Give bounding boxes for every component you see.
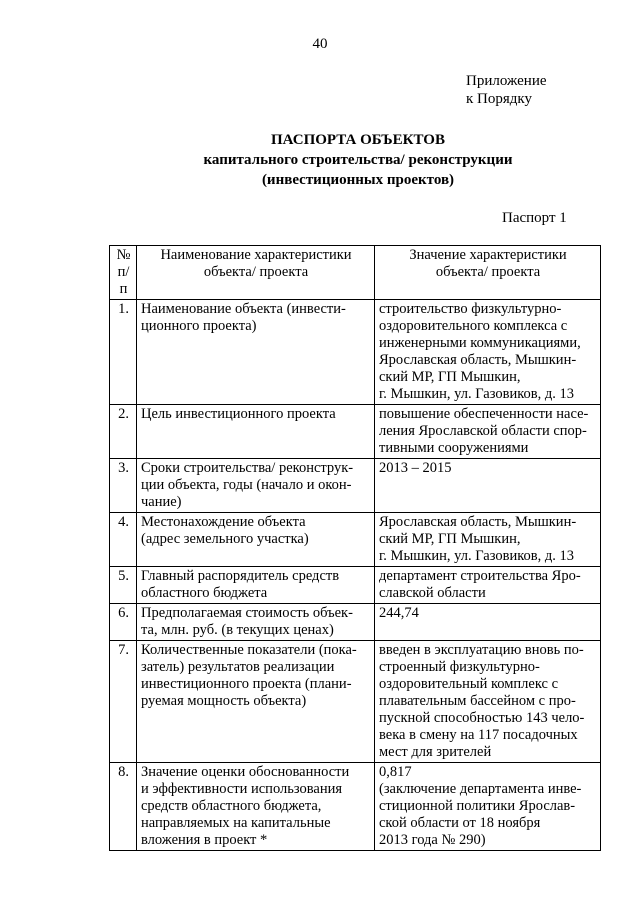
appendix-line-2: к Порядку xyxy=(466,91,532,107)
header-num: № п/п xyxy=(110,246,137,300)
row-name: Значение оценки обоснованности и эффективности использования средств областного бюджета, направляемых на капитальные вложения в проект * xyxy=(137,763,375,851)
table-row xyxy=(110,641,601,763)
row-value: 244,74 xyxy=(375,604,601,641)
header-value: Значение характеристики объекта/ проекта xyxy=(375,246,601,300)
header-name: Наименование характеристики объекта/ проекта xyxy=(137,246,375,300)
table-row xyxy=(110,300,601,405)
table-header-row xyxy=(110,246,601,300)
row-value: 2013 – 2015 xyxy=(375,459,601,513)
row-name: Цель инвестиционного проекта xyxy=(137,405,375,459)
title-line-2: капитального строительства/ реконструкции xyxy=(203,152,513,168)
table-row xyxy=(110,604,601,641)
row-num: 3. xyxy=(110,459,137,513)
row-num: 5. xyxy=(110,567,137,604)
row-value: строительство физкультурно- оздоровительного комплекса с инженерными коммуникациями, Ярославская область, Мышкин- ский МР, ГП Мышкин, г. Мышкин, ул. Газовиков, д. 13 xyxy=(375,300,601,405)
row-name: Предполагаемая стоимость объек- та, млн. руб. (в текущих ценах) xyxy=(137,604,375,641)
row-name: Местонахождение объекта (адрес земельного участка) xyxy=(137,513,375,567)
title-line-3: (инвестиционных проектов) xyxy=(261,172,455,188)
table-row xyxy=(110,513,601,567)
row-num: 6. xyxy=(110,604,137,641)
appendix-line-1: Приложение xyxy=(466,73,547,89)
page-number: 40 xyxy=(312,36,328,52)
table-row xyxy=(110,567,601,604)
row-name: Наименование объекта (инвести- ционного проекта) xyxy=(137,300,375,405)
row-name: Количественные показатели (пока- затель) результатов реализации инвестиционного проекта (плани- руемая мощность объекта) xyxy=(137,641,375,763)
document-title xyxy=(0,130,640,190)
row-num: 7. xyxy=(110,641,137,763)
table-row xyxy=(110,405,601,459)
row-name: Главный распорядитель средств областного бюджета xyxy=(137,567,375,604)
row-value: департамент строительства Яро- славской области xyxy=(375,567,601,604)
passport-table xyxy=(109,245,601,851)
title-line-1: ПАСПОРТА ОБЪЕКТОВ xyxy=(271,132,445,148)
passport-label: Паспорт 1 xyxy=(502,210,567,226)
row-value: Ярославская область, Мышкин- ский МР, ГП Мышкин, г. Мышкин, ул. Газовиков, д. 13 xyxy=(375,513,601,567)
table-row xyxy=(110,459,601,513)
appendix-note xyxy=(466,72,547,108)
row-num: 8. xyxy=(110,763,137,851)
row-value: 0,817 (заключение департамента инве- стиционной политики Ярослав- ской области от 18 ноября 2013 года № 290) xyxy=(375,763,601,851)
row-name: Сроки строительства/ реконструк- ции объекта, годы (начало и окон- чание) xyxy=(137,459,375,513)
row-num: 4. xyxy=(110,513,137,567)
row-value: повышение обеспеченности насе- ления Ярославской области спор- тивными сооружениями xyxy=(375,405,601,459)
row-value: введен в эксплуатацию вновь по- строенный физкультурно- оздоровительный комплекс с плавательным бассейном с про- пускной способностью 143 чело- века в смену на 117 посадочных мест для зрителей xyxy=(375,641,601,763)
row-num: 2. xyxy=(110,405,137,459)
table-row xyxy=(110,763,601,851)
row-num: 1. xyxy=(110,300,137,405)
